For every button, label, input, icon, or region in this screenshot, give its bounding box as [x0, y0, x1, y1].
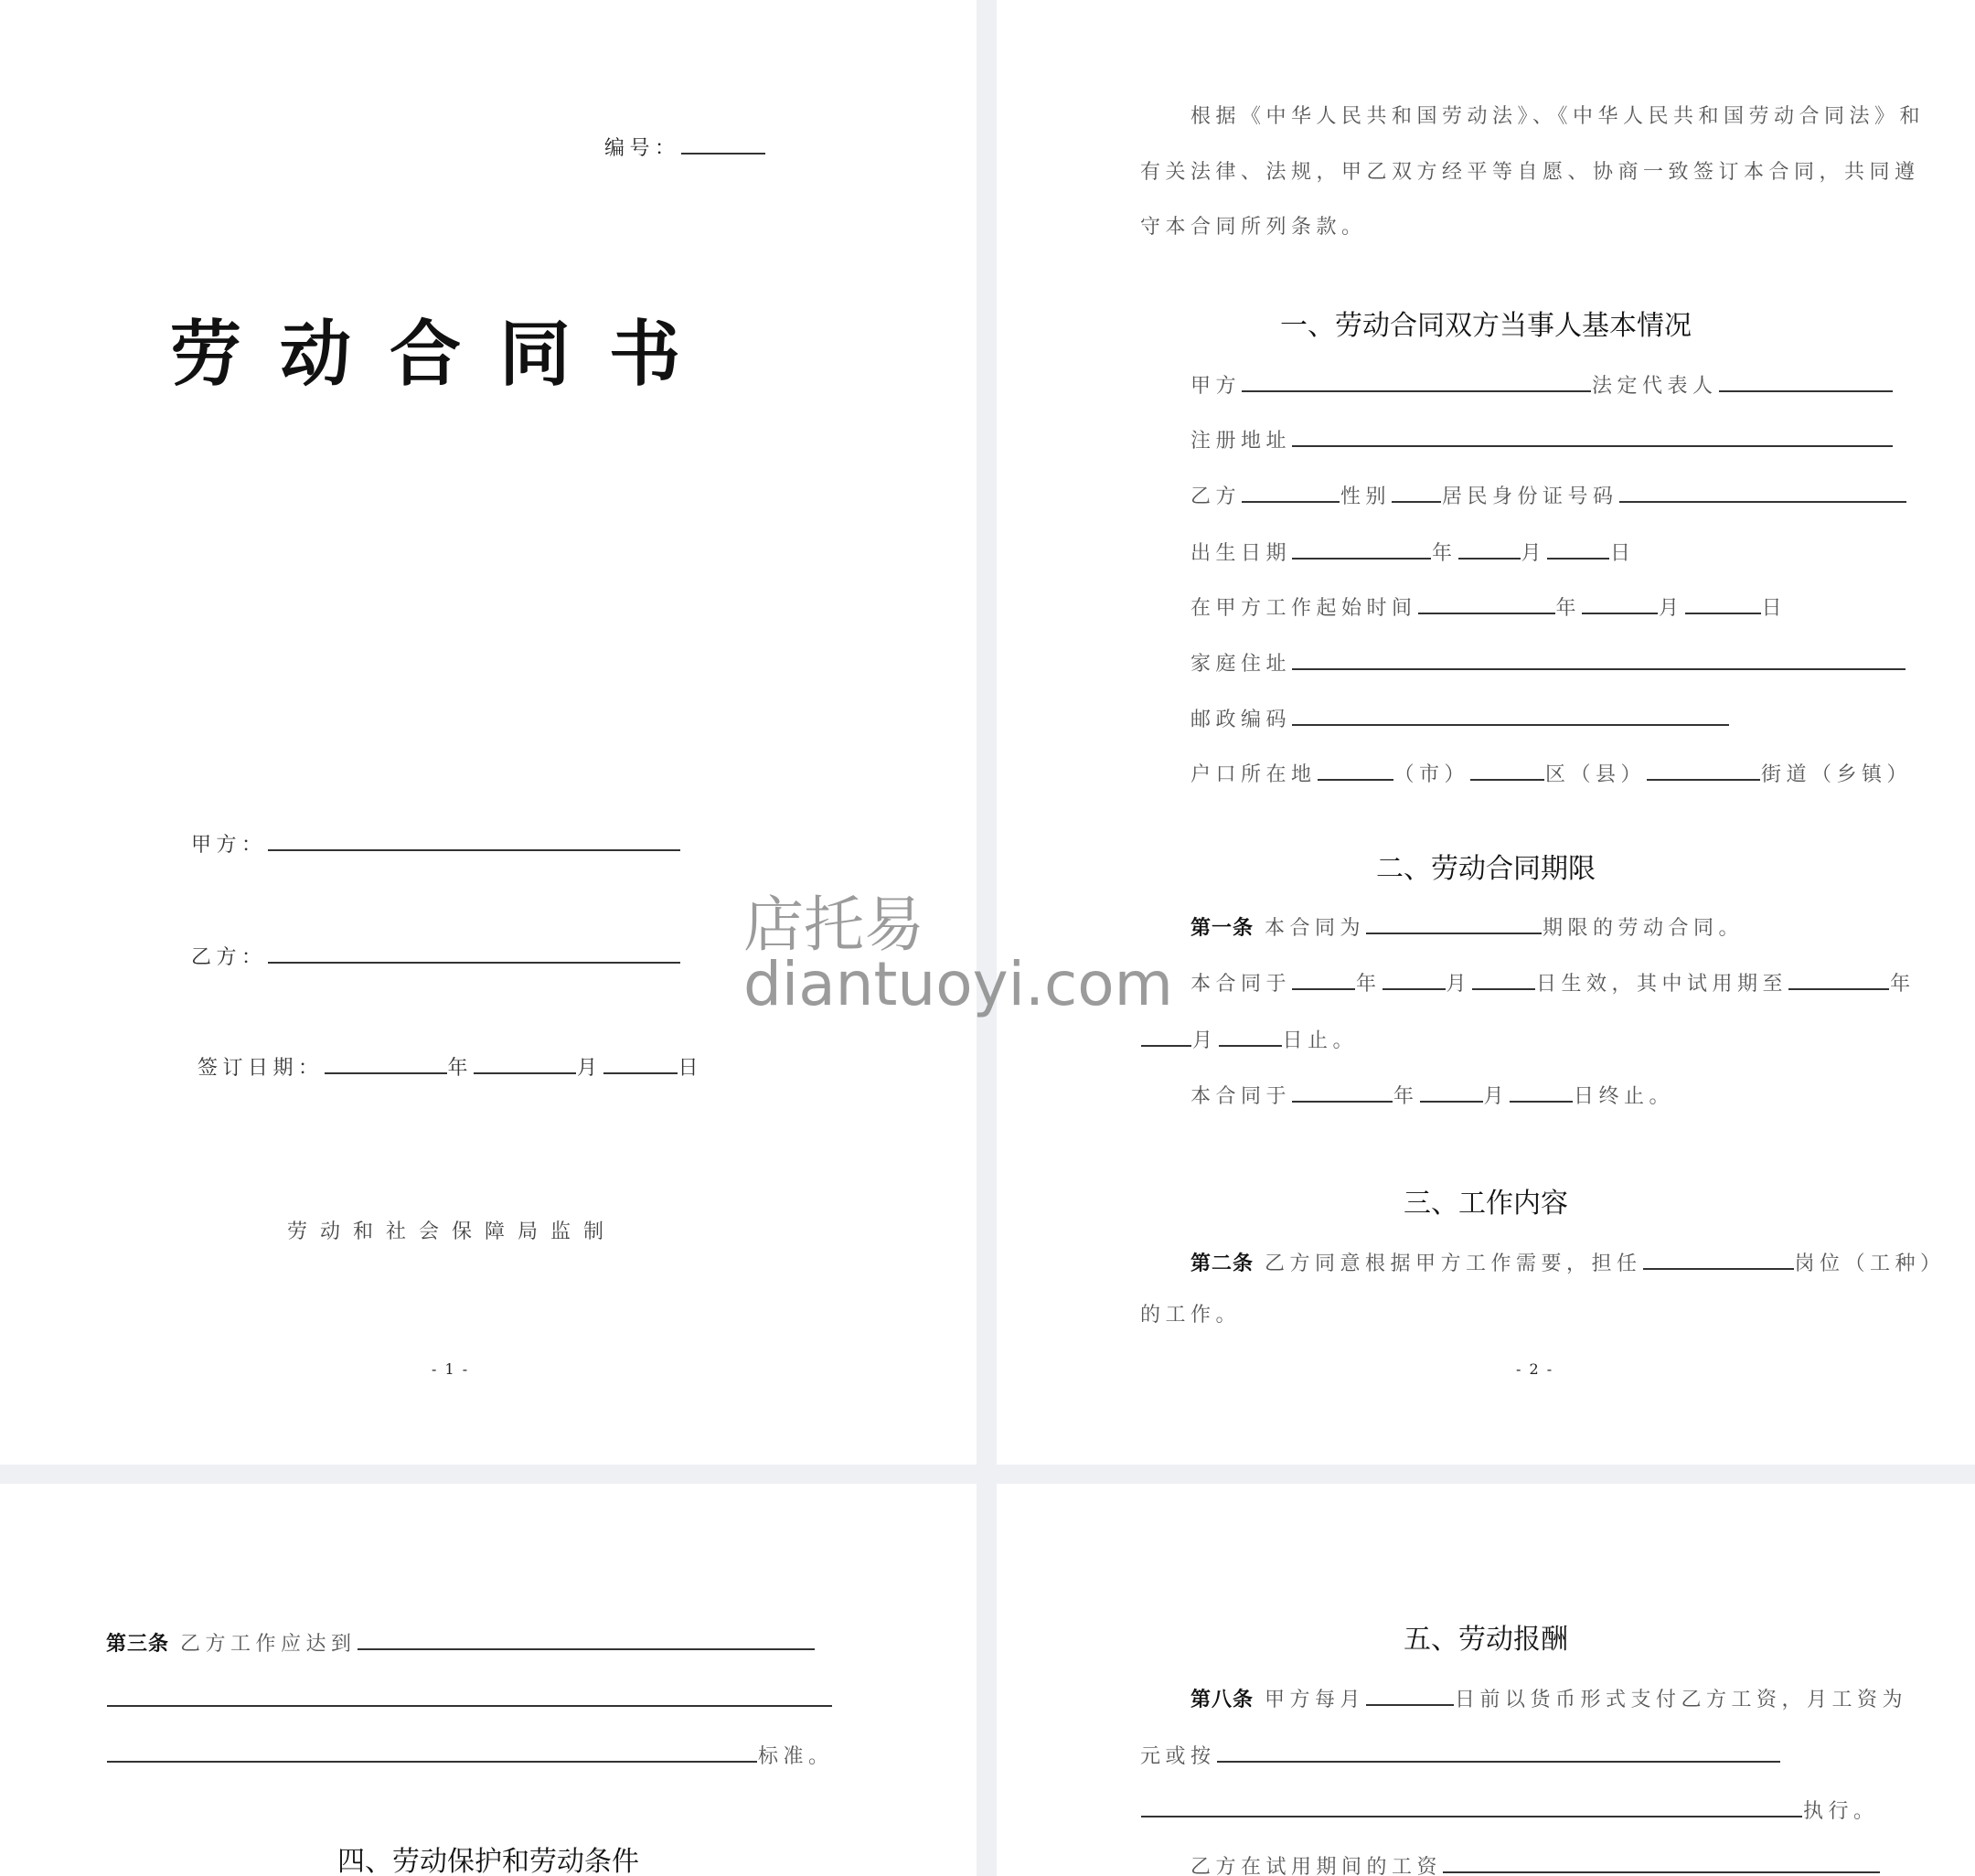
year-label: 年 — [447, 1057, 474, 1080]
article-label: 第二条 — [1190, 1252, 1254, 1275]
sign-year-blank — [325, 1050, 447, 1074]
reg-address-row — [1190, 423, 1894, 455]
blank — [1443, 1849, 1880, 1873]
party-a-row — [191, 827, 681, 859]
blank — [1643, 1246, 1794, 1270]
label: 日 — [1761, 597, 1788, 620]
page-number: - 2 - — [1516, 1360, 1554, 1378]
blank — [107, 1739, 757, 1763]
blank — [1242, 368, 1591, 392]
label: 月 — [1446, 973, 1472, 996]
label: 法定代表人 — [1592, 375, 1718, 398]
section-heading-2: 二、劳动合同期限 — [1376, 853, 1596, 885]
party-b-label: 乙方： — [191, 946, 267, 969]
text: 本合同于 — [1190, 1085, 1292, 1108]
article-3-row — [106, 1626, 816, 1658]
watermark-url: diantuoyi.com — [743, 949, 1173, 1019]
probation-wage-row — [1190, 1849, 1881, 1876]
section-heading-1: 一、劳动合同双方当事人基本情况 — [1280, 310, 1692, 342]
blank — [1420, 1079, 1483, 1103]
article-2-row — [1190, 1246, 1946, 1278]
intro-line: 根据《中华人民共和国劳动法》、《中华人民共和国劳动合同法》和 — [1190, 105, 1926, 128]
label: 月 — [1659, 597, 1684, 620]
sign-date-row — [198, 1050, 703, 1082]
watermark-text: 店托易 — [743, 890, 924, 960]
text: 岗位（工种） — [1794, 1252, 1946, 1275]
blank — [1392, 479, 1441, 503]
blank — [1382, 966, 1446, 990]
month-label: 月 — [577, 1057, 603, 1080]
label: 性别 — [1340, 485, 1392, 508]
text: 甲方每月 — [1265, 1689, 1366, 1711]
blank — [1141, 1794, 1802, 1817]
label: 注册地址 — [1190, 430, 1292, 453]
sign-month-blank — [474, 1050, 576, 1074]
label: 年 — [1555, 597, 1582, 620]
text: 期限的劳动合同。 — [1543, 917, 1745, 940]
page-1-cover — [0, 0, 977, 1465]
page-3 — [0, 1484, 977, 1876]
blank — [1619, 479, 1906, 503]
text: 日止。 — [1282, 1029, 1359, 1052]
blank — [1470, 757, 1544, 781]
text: 日生效，其中试用期至 — [1536, 973, 1788, 996]
label: 居民身份证号码 — [1442, 485, 1618, 508]
party-b-blank — [268, 940, 680, 964]
intro-line: 守本合同所列条款。 — [1140, 216, 1367, 239]
section-heading-5: 五、劳动报酬 — [1404, 1624, 1568, 1656]
birth-date-row — [1190, 536, 1636, 568]
blank — [1366, 911, 1542, 934]
party-b-row — [1190, 479, 1907, 511]
article-8-cont — [1140, 1739, 1781, 1771]
blank — [1366, 1682, 1454, 1706]
label: 年 — [1432, 542, 1457, 565]
text: 执行。 — [1803, 1800, 1879, 1823]
label: 家庭住址 — [1190, 653, 1292, 676]
section-heading-4: 四、劳动保护和劳动条件 — [337, 1846, 639, 1876]
contract-number-label: 编号： — [604, 137, 680, 160]
label: 年 — [1890, 973, 1916, 996]
section-heading-3: 三、工作内容 — [1404, 1188, 1568, 1220]
label: 日 — [1610, 542, 1636, 565]
hukou-row — [1190, 757, 1912, 789]
blank — [1292, 423, 1893, 447]
text: 元或按 — [1140, 1745, 1216, 1768]
party-a-label: 甲方： — [191, 834, 267, 857]
article-1-row — [1190, 911, 1744, 943]
article-8-row — [1190, 1682, 1907, 1714]
contract-number-blank — [681, 131, 765, 155]
blank — [1647, 757, 1760, 781]
label: 甲方 — [1190, 375, 1242, 398]
text: 乙方同意根据甲方工作需要，担任 — [1265, 1252, 1642, 1275]
blank — [1547, 536, 1609, 560]
article-3-end — [106, 1739, 834, 1771]
start-time-row — [1190, 591, 1787, 623]
label: 年 — [1356, 973, 1382, 996]
blank — [1510, 1079, 1573, 1103]
intro-line: 有关法律、法规，甲乙双方经平等自愿、协商一致签订本合同，共同遵 — [1140, 161, 1920, 184]
party-b-row — [191, 940, 681, 972]
label: 月 — [1192, 1029, 1218, 1052]
blank — [1318, 757, 1393, 781]
blank — [1219, 1023, 1282, 1047]
blank — [1292, 536, 1431, 560]
blank — [1242, 479, 1340, 503]
blank — [1292, 1079, 1393, 1103]
blank — [107, 1683, 832, 1707]
blank — [358, 1626, 815, 1650]
blank — [1217, 1739, 1780, 1763]
supervisor-text: 劳动和社会保障局监制 — [287, 1220, 617, 1243]
document-title: 劳动合同书 — [170, 314, 720, 396]
page-number: - 1 - — [432, 1360, 470, 1378]
effective-row — [1190, 966, 1916, 998]
label: 月 — [1521, 542, 1547, 565]
label: 在甲方工作起始时间 — [1190, 597, 1417, 620]
sign-date-label: 签订日期： — [198, 1057, 324, 1080]
party-a-blank — [268, 827, 680, 851]
blank — [1472, 966, 1535, 990]
blank — [1685, 591, 1761, 614]
blank — [1292, 966, 1355, 990]
text: 本合同为 — [1265, 917, 1366, 940]
page-4 — [997, 1484, 1975, 1876]
day-label: 日 — [678, 1057, 704, 1080]
label: 邮政编码 — [1190, 709, 1292, 731]
effective-row-cont — [1140, 1023, 1358, 1055]
label: 月 — [1483, 1085, 1510, 1108]
blank — [1582, 591, 1658, 614]
page-2 — [997, 0, 1975, 1465]
article-label: 第八条 — [1190, 1689, 1254, 1711]
article-2-cont: 的工作。 — [1140, 1304, 1242, 1327]
label: 乙方 — [1190, 485, 1242, 508]
home-address-row — [1190, 646, 1906, 678]
blank — [1292, 702, 1729, 726]
blank-line — [106, 1683, 833, 1715]
postal-code-row — [1190, 702, 1730, 734]
text: 日前以货币形式支付乙方工资，月工资为 — [1455, 1689, 1908, 1711]
label: 年 — [1393, 1085, 1419, 1108]
label: （市） — [1393, 763, 1470, 786]
blank — [1719, 368, 1893, 392]
blank — [1458, 536, 1521, 560]
label: 街道（乡镇） — [1761, 763, 1913, 786]
article-label: 第三条 — [106, 1633, 170, 1656]
contract-number-row — [604, 131, 766, 163]
article-label: 第一条 — [1190, 917, 1254, 940]
blank — [1418, 591, 1555, 614]
article-8-end — [1140, 1794, 1879, 1826]
text: 乙方工作应达到 — [180, 1633, 357, 1656]
blank — [1141, 1023, 1191, 1047]
label: 户口所在地 — [1190, 763, 1317, 786]
termination-row — [1190, 1079, 1674, 1111]
blank — [1788, 966, 1889, 990]
text: 日终止。 — [1574, 1085, 1675, 1108]
sign-day-blank — [603, 1050, 678, 1074]
text: 乙方在试用期间的工资 — [1190, 1856, 1443, 1876]
text: 标准。 — [758, 1745, 834, 1768]
party-a-row — [1190, 368, 1894, 400]
label: 出生日期 — [1190, 542, 1292, 565]
label: 区（县） — [1545, 763, 1647, 786]
text: 本合同于 — [1190, 973, 1292, 996]
blank — [1292, 646, 1906, 670]
